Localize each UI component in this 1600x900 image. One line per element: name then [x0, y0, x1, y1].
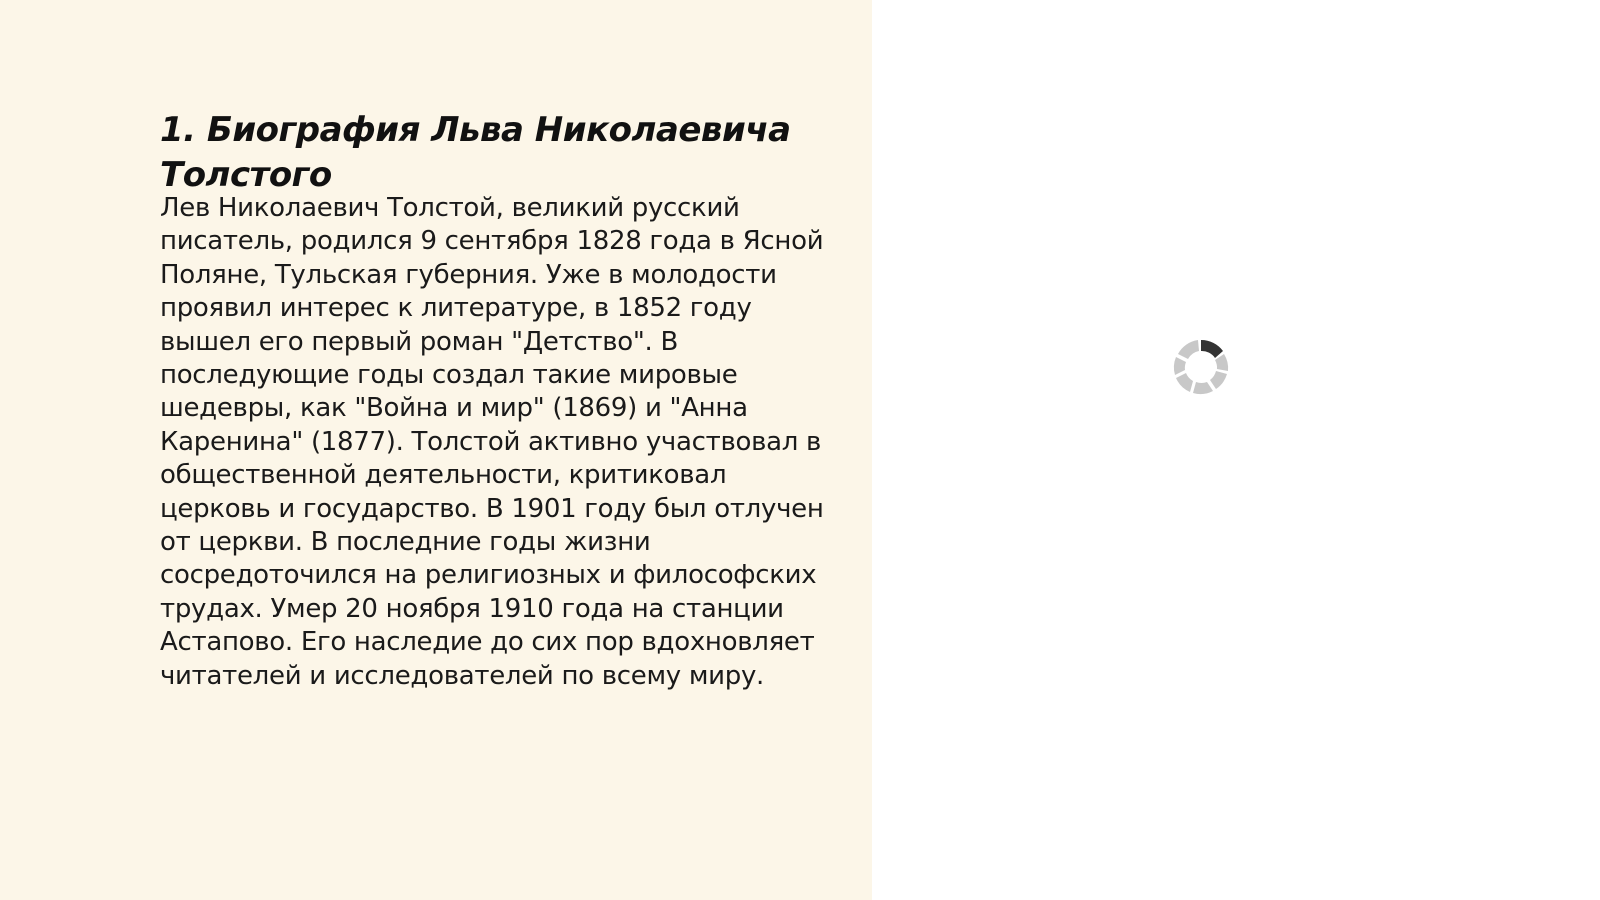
image-placeholder	[872, 0, 1600, 900]
spinner-segments	[1174, 340, 1228, 394]
spinner-segment	[1215, 354, 1228, 371]
spinner-segment	[1178, 340, 1199, 359]
slide-content	[160, 108, 840, 693]
spinner-segment	[1193, 382, 1213, 394]
spinner-segment	[1176, 373, 1193, 392]
spinner-segment	[1210, 371, 1227, 389]
loading-spinner-icon	[1171, 337, 1231, 397]
slide-body-text: Лев Николаевич Толстой, великий русский писатель, родился 9 сентября 1828 года в Ясной Поляне, Тульская губерния. Уже в молодости проявил интерес к литературе, в 1852 году вышел его первый роман "Детство". В последующие годы создал такие мировые шедевры, как "Война и мир" (1869) и "Анна Каренина" (1877). Толстой активно участвовал в общественной деятельности, критиковал церковь и государство. В 1901 году был отлучен от церкви. В последние годы жизни сосредоточился на религиозных и философских трудах. Умер 20 ноября 1910 года на станции Астапово. Его наследие до сих пор вдохновляет читателей и исследователей по всему миру.	[160, 193, 824, 691]
spinner-segment-active	[1201, 340, 1223, 358]
slide-title: 1. Биография Льва Николаевича Толстого	[160, 110, 791, 195]
spinner-segment	[1174, 357, 1186, 375]
